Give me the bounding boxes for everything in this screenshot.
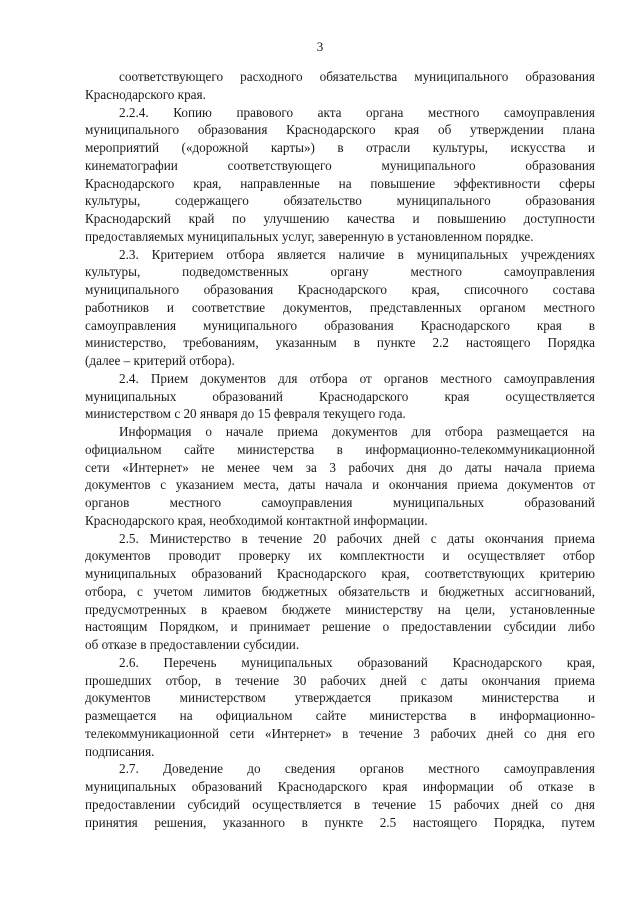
paragraph-line: культуры, содержащего обязательство муниципального образования (85, 193, 595, 209)
paragraph-line: Краснодарского края. (85, 86, 206, 102)
paragraph-line: культуры, подведомственных органу местного самоуправления (85, 264, 595, 280)
page-number: 3 (316, 39, 324, 54)
paragraph-line: мероприятий («дорожной карты») в отрасли культуры, искусства и (85, 140, 595, 155)
paragraph-line: органов местного самоуправления муниципальных образований (85, 495, 595, 510)
paragraph (85, 423, 595, 530)
paragraph-line: 2.5. Министерство в течение 20 рабочих дней с даты окончания приема (119, 530, 595, 546)
paragraph (85, 530, 595, 654)
paragraph-line: предусмотренных в краевом бюджете министерству на цели, установленные (85, 601, 595, 617)
paragraph-line: работников и соответствие документов, представленных органом местного (85, 299, 595, 315)
paragraph-line: документов министерством утверждается приказом министерства и (85, 690, 595, 706)
paragraph (85, 104, 595, 246)
paragraph-line: 2.3. Критерием отбора является наличие в муниципальных учреждениях (119, 246, 595, 262)
paragraph (85, 246, 595, 370)
paragraph-line: 2.6. Перечень муниципальных образований Краснодарского края, (119, 654, 595, 670)
paragraph (85, 370, 595, 423)
paragraph-line: размещается на официальном сайте министерства в информационно- (85, 708, 595, 723)
paragraph-line: муниципальных образований Краснодарского края осуществляется (85, 388, 595, 404)
paragraph (85, 760, 595, 831)
paragraph-line: подписания. (85, 743, 155, 759)
paragraph-line: 2.2.4. Копию правового акта органа местного самоуправления (119, 104, 595, 120)
paragraph (85, 654, 595, 761)
paragraph-line: принятия решения, указанного в пункте 2.5 настоящего Порядка, путем (85, 814, 595, 830)
paragraph-line: сети «Интернет» не менее чем за 3 рабочих дня до даты начала приема (85, 459, 595, 475)
paragraph-line: Информация о начале приема документов для отбора размещается на (119, 424, 595, 439)
paragraph-line: документов проводит проверку их комплектности и осуществляет отбор (85, 548, 595, 564)
paragraph-line: соответствующего расходного обязательства муниципального образования (119, 69, 595, 84)
paragraph-line: отбора, с учетом лимитов бюджетных обязательств и бюджетных ассигнований, (85, 583, 595, 599)
paragraph-line: Краснодарского края, необходимой контактной информации. (85, 512, 428, 528)
paragraph-line: министерство, требованиям, указанным в пункте 2.2 настоящего Порядка (85, 335, 595, 351)
paragraph-line: муниципального образования Краснодарского края, списочного состава (85, 282, 595, 297)
paragraph-line: настоящим Порядком, и принимает решение о предоставлении субсидии либо (85, 619, 595, 635)
paragraph-line: кинематографии соответствующего муниципального образования (85, 157, 595, 173)
paragraph-line: министерством с 20 января до 15 февраля текущего года. (85, 406, 406, 422)
paragraph-line: Краснодарский край по улучшению качества и повышению доступности (85, 211, 595, 226)
paragraph-line: 2.4. Прием документов для отбора от органов местного самоуправления (119, 370, 595, 386)
paragraph-line: документов с указанием места, даты начала и окончания приема документов от (85, 477, 595, 493)
document-body (85, 68, 595, 831)
paragraph-line: предоставляемых муниципальных услуг, заверенную в установленном порядке. (85, 228, 534, 244)
paragraph-line: муниципальных образований Краснодарского края информации об отказе в (85, 779, 595, 794)
paragraph-line: самоуправления муниципального образования Краснодарского края в (85, 317, 595, 333)
paragraph-line: прошедших отбор, в течение 30 рабочих дней с даты окончания приема (85, 672, 595, 688)
paragraph-line: телекоммуникационной сети «Интернет» в течение 3 рабочих дней со дня его (85, 725, 595, 741)
paragraph (85, 68, 595, 104)
paragraph-line: официальном сайте министерства в информационно-телекоммуникационной (85, 441, 595, 457)
paragraph-line: Краснодарского края, направленные на повышение эффективности сферы (85, 175, 595, 191)
paragraph-line: муниципальных образований Краснодарского края, соответствующих критерию (85, 566, 595, 581)
paragraph-line: 2.7. Доведение до сведения органов местного самоуправления (119, 761, 595, 777)
paragraph-line: предоставлении субсидий осуществляется в течение 15 рабочих дней со дня (85, 796, 595, 812)
paragraph-line: муниципального образования Краснодарского края об утверждении плана (85, 122, 595, 138)
paragraph-line: (далее – критерий отбора). (85, 353, 235, 368)
paragraph-line: об отказе в предоставлении субсидии. (85, 637, 300, 652)
